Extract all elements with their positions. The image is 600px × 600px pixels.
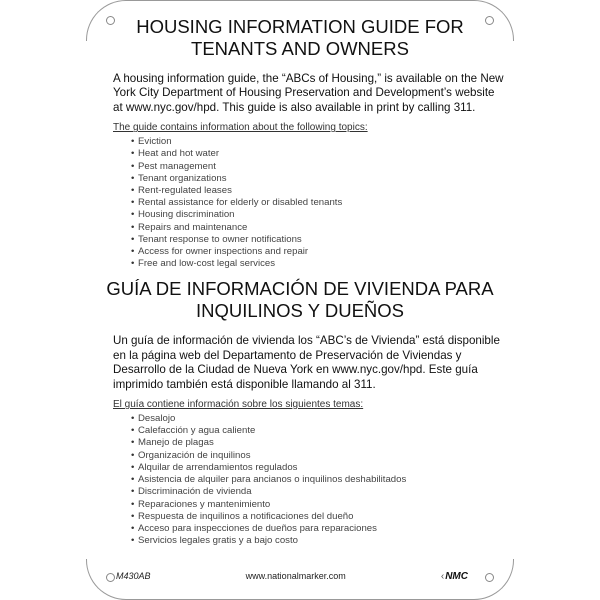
list-item: • Repairs and maintenance xyxy=(131,222,514,234)
spanish-section xyxy=(86,278,514,547)
english-title-line1: HOUSING INFORMATION GUIDE FOR xyxy=(136,16,464,37)
spanish-topics-list xyxy=(131,413,514,547)
list-item: • Heat and hot water xyxy=(131,148,514,160)
list-item: • Calefacción y agua caliente xyxy=(131,425,514,437)
sign-content xyxy=(86,16,514,547)
nmc-logo xyxy=(441,571,468,582)
english-paragraph: A housing information guide, the “ABCs of Housing,” is available on the New York City Department of Housing Preservation and Development’s website at www.nyc.gov/hpd. This guide is also available in print by calling 311. xyxy=(113,72,504,114)
logo-text: NMC xyxy=(445,571,468,582)
list-item: • Rent-regulated leases xyxy=(131,185,514,197)
mounting-hole-icon xyxy=(106,573,115,582)
english-topics-heading: The guide contains information about the following topics: xyxy=(113,122,368,134)
list-item: • Tenant response to owner notifications xyxy=(131,234,514,246)
list-item: • Reparaciones y mantenimiento xyxy=(131,499,514,511)
english-title xyxy=(86,16,514,60)
list-item: • Housing discrimination xyxy=(131,209,514,221)
sign-panel xyxy=(86,0,514,600)
sign-footer xyxy=(116,571,468,582)
spanish-topics-heading: El guía contiene información sobre los siguientes temas: xyxy=(113,399,364,411)
english-section xyxy=(86,16,514,270)
list-item: • Access for owner inspections and repair xyxy=(131,246,514,258)
list-item: • Alquilar de arrendamientos regulados xyxy=(131,462,514,474)
sign-top-edge xyxy=(126,0,474,1)
spanish-title-line1: GUÍA DE INFORMACIÓN DE VIVIENDA PARA xyxy=(106,278,494,300)
list-item: • Manejo de plagas xyxy=(131,437,514,449)
product-code: M430AB xyxy=(116,571,151,581)
list-item: • Discriminación de vivienda xyxy=(131,486,514,498)
english-title-line2: TENANTS AND OWNERS xyxy=(191,38,409,59)
list-item: • Desalojo xyxy=(131,413,514,425)
spanish-paragraph: Un guía de información de vivienda los “ABC’s de Vivienda” está disponible en la página web del Departamento de Preservación de Viviendas y Desarrollo de la Ciudad de Nueva York en www.nyc.gov/hpd. Este guía imprimido también está disponible llamando al 311. xyxy=(113,334,500,391)
swoosh-icon: ‹ xyxy=(440,571,445,582)
spanish-title xyxy=(86,278,514,322)
list-item: • Respuesta de inquilinos a notificaciones del dueño xyxy=(131,511,514,523)
spanish-title-line2: INQUILINOS Y DUEÑOS xyxy=(195,300,404,322)
list-item: • Eviction xyxy=(131,136,514,148)
list-item: • Rental assistance for elderly or disabled tenants xyxy=(131,197,514,209)
list-item: • Acceso para inspecciones de dueños para reparaciones xyxy=(131,523,514,535)
list-item: • Asistencia de alquiler para ancianos o inquilinos deshabilitados xyxy=(131,474,514,486)
mounting-hole-icon xyxy=(485,573,494,582)
manufacturer-website: www.nationalmarker.com xyxy=(245,571,346,581)
list-item: • Pest management xyxy=(131,161,514,173)
list-item: • Free and low-cost legal services xyxy=(131,258,514,270)
list-item: • Organización de inquilinos xyxy=(131,450,514,462)
english-topics-list xyxy=(131,136,514,270)
list-item: • Tenant organizations xyxy=(131,173,514,185)
list-item: • Servicios legales gratis y a bajo costo xyxy=(131,535,514,547)
